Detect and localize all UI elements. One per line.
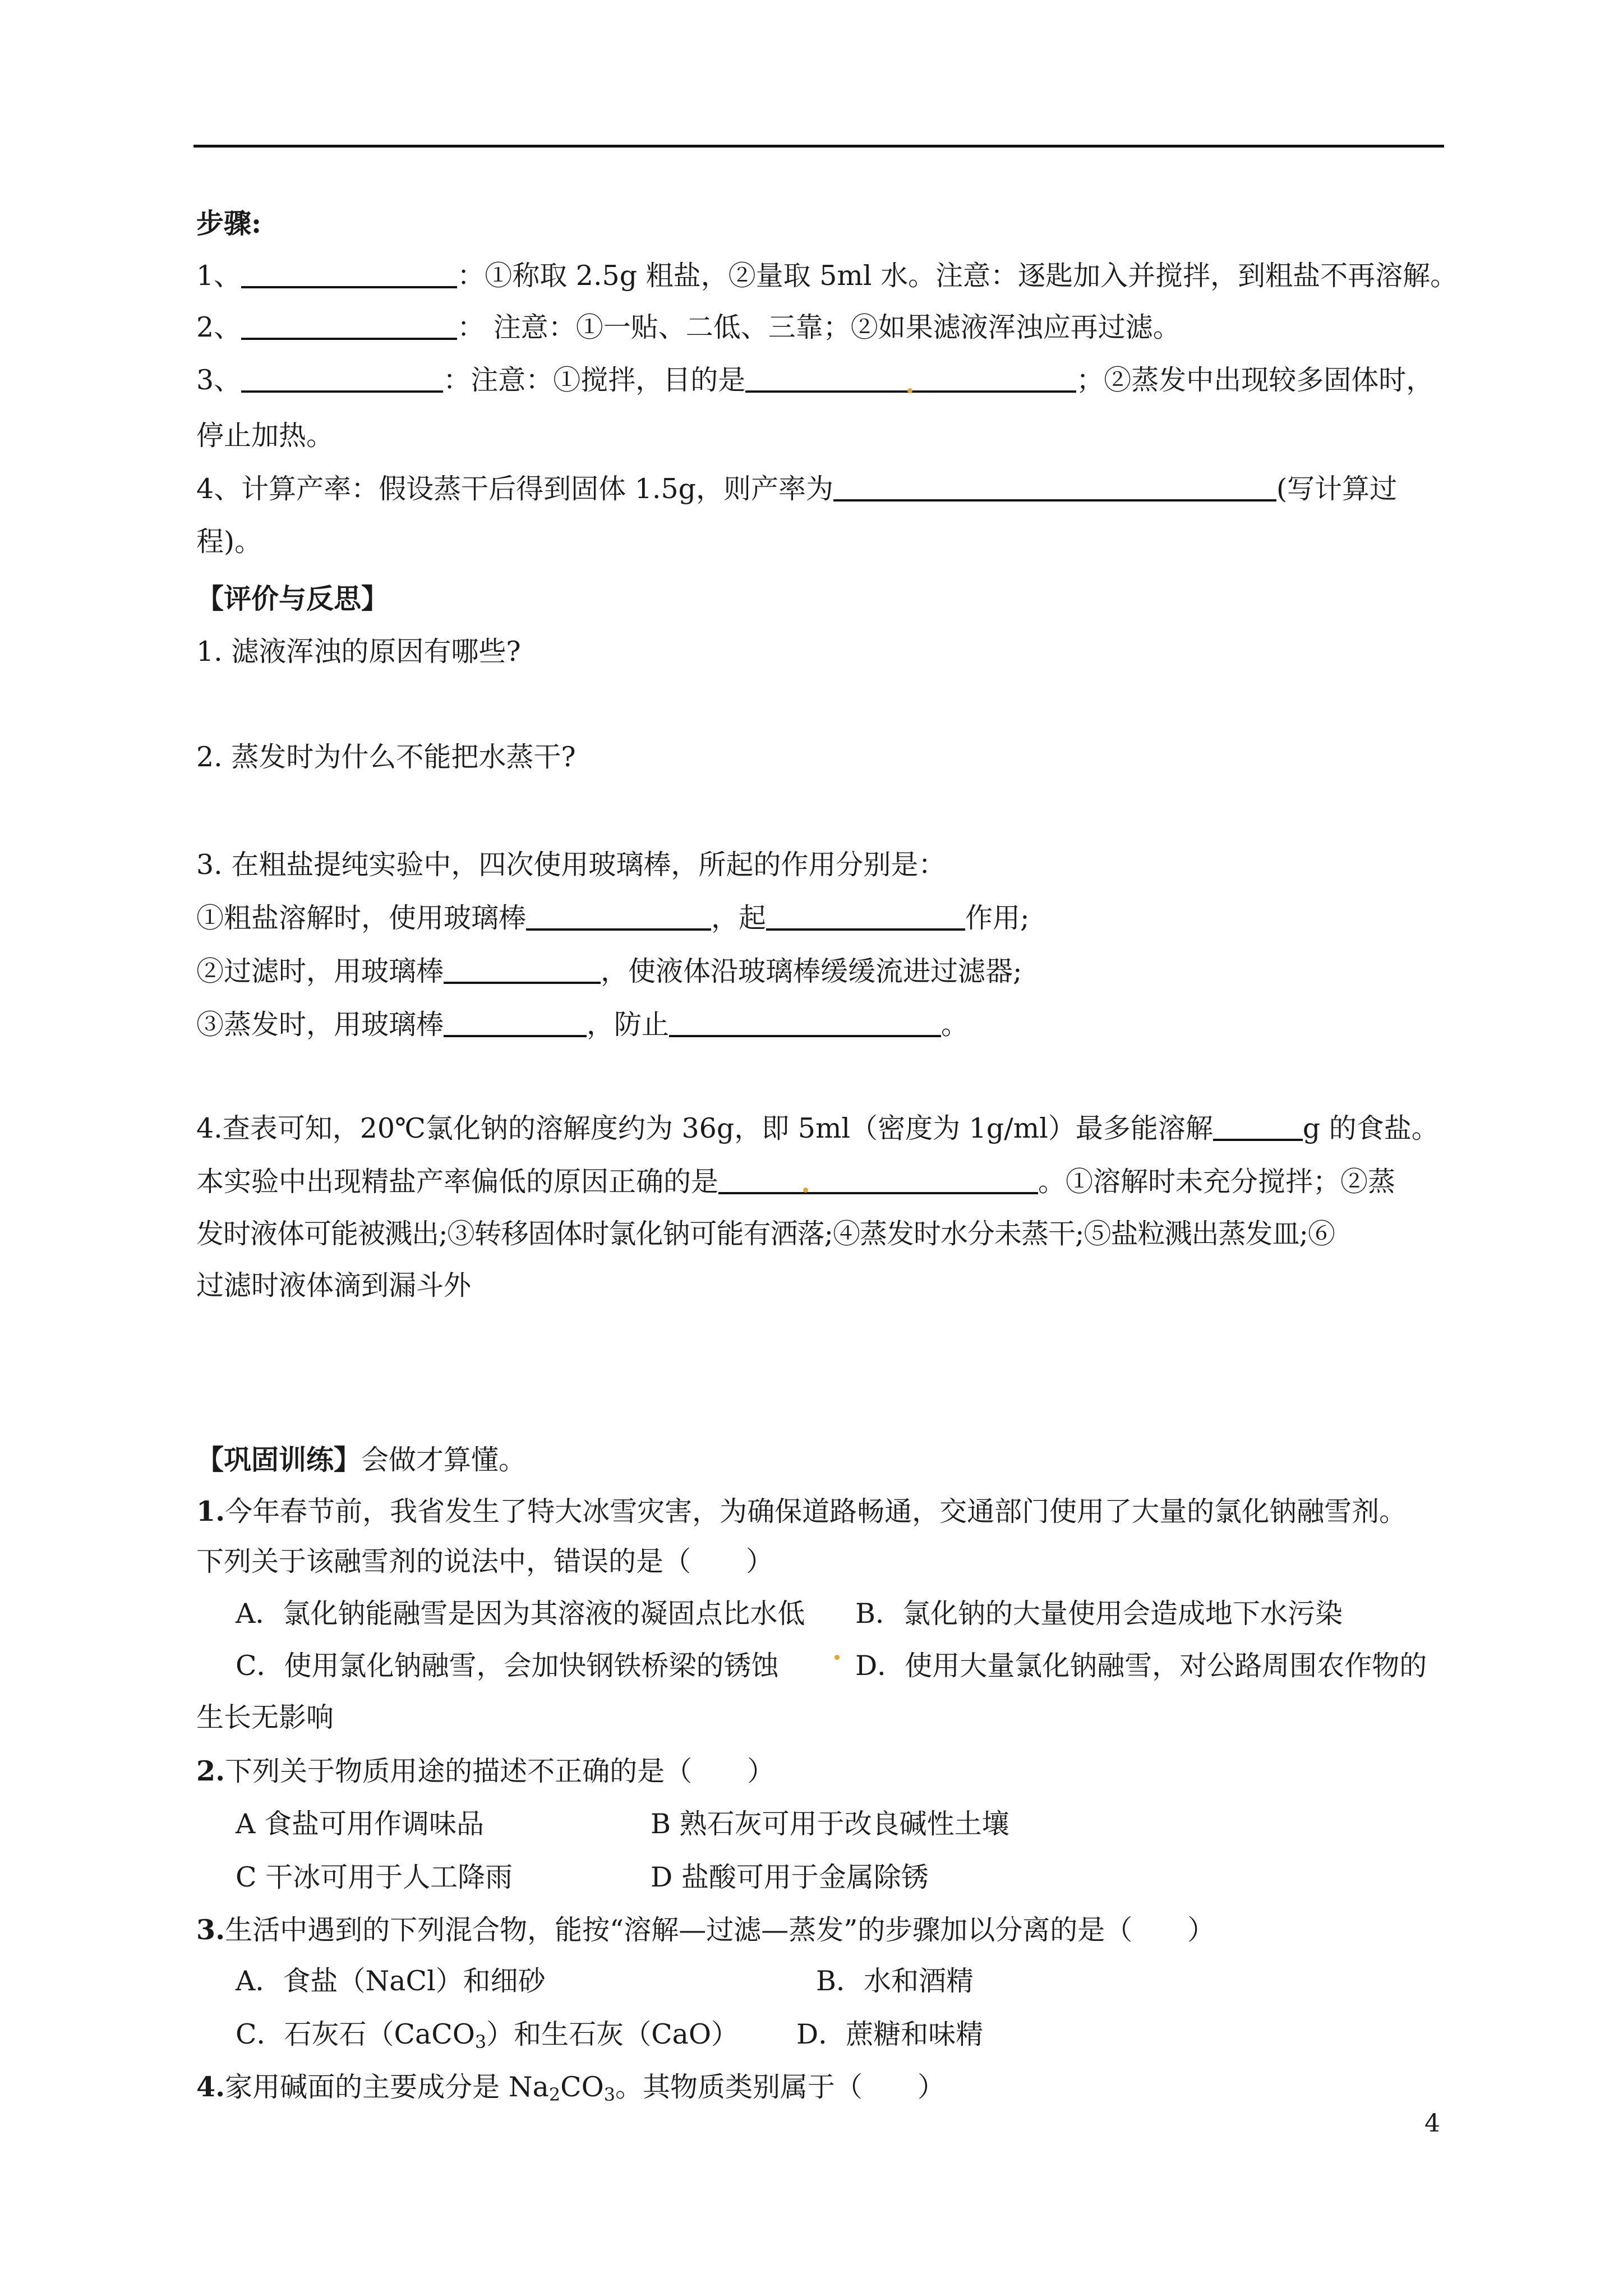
p3-option-c-subscript: 3 bbox=[474, 2031, 487, 2053]
q3b-text-a: ②过滤时，用玻璃棒 bbox=[196, 955, 444, 987]
eval-question-3c bbox=[196, 1007, 969, 1043]
p3-option-d[interactable]: D．蔗糖和味精 bbox=[796, 2018, 984, 2050]
stray-dot bbox=[907, 388, 912, 393]
p1-option-a[interactable]: A．氯化钠能融雪是因为其溶液的凝固点比水低 bbox=[236, 1598, 805, 1630]
p3-number: 3. bbox=[196, 1913, 225, 1946]
q4-blank-1[interactable] bbox=[1213, 1112, 1303, 1141]
q3a-text-a: ①粗盐溶解时，使用玻璃棒 bbox=[196, 902, 527, 934]
practice-question-3 bbox=[196, 1912, 1215, 1948]
p3-text: 生活中遇到的下列混合物，能按“溶解—过滤—蒸发”的步骤加以分离的是（ ） bbox=[225, 1914, 1215, 1946]
p1-text-a: 今年春节前，我省发生了特大冰雪灾害，为确保道路畅通，交通部门使用了大量的氯化钠融雪剂。 bbox=[225, 1496, 1407, 1527]
step-2-number: 2、 bbox=[196, 311, 242, 343]
step-4-text-a: 4、计算产率：假设蒸干后得到固体 1.5g，则产率为 bbox=[196, 473, 834, 505]
p1-option-c[interactable]: C．使用氯化钠融雪，会加快钢铁桥梁的锈蚀 bbox=[236, 1650, 779, 1682]
step-1-text: ：①称取 2.5g 粗盐，②量取 5ml 水。注意：逐匙加入并搅拌，到粗盐不再溶解。 bbox=[457, 260, 1458, 292]
practice-heading-label: 【巩固训练】 bbox=[196, 1443, 362, 1476]
eval-question-3b bbox=[196, 954, 1022, 990]
q3c-blank-1[interactable] bbox=[444, 1008, 587, 1037]
q4-blank-2[interactable] bbox=[718, 1165, 1038, 1194]
eval-question-2: 2. 蒸发时为什么不能把水蒸干? bbox=[196, 741, 576, 773]
eval-question-4-line-4: 过滤时液体滴到漏斗外 bbox=[196, 1269, 472, 1301]
q3c-text-a: ③蒸发时，用玻璃棒 bbox=[196, 1009, 444, 1041]
step-4-text-b: (写计算过 bbox=[1276, 473, 1398, 505]
step-3-text-b: ；②蒸发中出现较多固体时， bbox=[1076, 364, 1434, 396]
steps-heading: 步骤: bbox=[196, 207, 262, 240]
eval-question-4-line-2 bbox=[196, 1164, 1395, 1200]
eval-question-3: 3. 在粗盐提纯实验中，四次使用玻璃棒，所起的作用分别是： bbox=[196, 849, 946, 881]
q3c-blank-2[interactable] bbox=[669, 1008, 941, 1037]
step-2-blank[interactable] bbox=[241, 311, 457, 340]
p2-option-a[interactable]: A 食盐可用作调味品 bbox=[236, 1808, 484, 1840]
q4-text-b: g 的食盐。 bbox=[1302, 1112, 1439, 1144]
eval-question-1: 1. 滤液浑浊的原因有哪些? bbox=[196, 636, 521, 668]
q3b-blank[interactable] bbox=[444, 955, 601, 984]
p4-text-a: 家用碱面的主要成分是 Na bbox=[225, 2071, 549, 2103]
q3a-blank-1[interactable] bbox=[526, 901, 711, 931]
stray-dot bbox=[803, 1188, 808, 1193]
q3a-text-c: 作用; bbox=[965, 902, 1030, 934]
p2-text: 下列关于物质用途的描述不正确的是（ ） bbox=[225, 1755, 775, 1787]
practice-question-2 bbox=[196, 1753, 774, 1789]
step-3-blank-1[interactable] bbox=[241, 364, 443, 393]
step-3 bbox=[196, 362, 1433, 398]
p3-option-c-text-b: ）和生石灰（CaO） bbox=[486, 2018, 739, 2050]
step-4-blank[interactable] bbox=[833, 472, 1276, 501]
p4-text-c: 。其物质类别属于（ ） bbox=[615, 2071, 946, 2103]
p1-option-d[interactable]: D．使用大量氯化钠融雪，对公路周围农作物的 bbox=[855, 1650, 1427, 1682]
p3-option-a[interactable]: A．食盐（NaCl）和细砂 bbox=[236, 1965, 546, 1997]
practice-heading-tail: 会做才算懂。 bbox=[361, 1444, 527, 1476]
step-4-continued: 程)。 bbox=[196, 526, 262, 558]
p4-number: 4. bbox=[196, 2070, 225, 2103]
p4-subscript-1: 2 bbox=[548, 2083, 561, 2105]
practice-question-1 bbox=[196, 1493, 1407, 1530]
eval-question-3a bbox=[196, 900, 1030, 936]
p1-option-d-continued: 生长无影响 bbox=[196, 1701, 334, 1733]
p2-option-d[interactable]: D 盐酸可用于金属除锈 bbox=[651, 1861, 929, 1893]
step-2 bbox=[196, 310, 1181, 346]
p2-option-c[interactable]: C 干冰可用于人工降雨 bbox=[236, 1861, 513, 1893]
q4-text-c: 本实验中出现精盐产率偏低的原因正确的是 bbox=[196, 1166, 719, 1198]
p2-option-b[interactable]: B 熟石灰可用于改良碱性土壤 bbox=[651, 1808, 1009, 1840]
practice-question-1-line-2: 下列关于该融雪剂的说法中，错误的是（ ） bbox=[196, 1545, 774, 1577]
practice-question-4 bbox=[196, 2069, 945, 2105]
step-4 bbox=[196, 471, 1397, 507]
page-number: 4 bbox=[1424, 2109, 1440, 2138]
q3c-text-c: 。 bbox=[941, 1009, 969, 1041]
p1-number: 1. bbox=[196, 1495, 225, 1527]
eval-question-4 bbox=[196, 1111, 1439, 1147]
step-3-continued: 停止加热。 bbox=[196, 420, 334, 452]
p1-option-b[interactable]: B．氯化钠的大量使用会造成地下水污染 bbox=[855, 1598, 1343, 1630]
step-1-blank[interactable] bbox=[241, 259, 457, 288]
evaluation-heading: 【评价与反思】 bbox=[196, 582, 389, 615]
step-1-number: 1、 bbox=[196, 260, 242, 292]
eval-question-4-line-3: 发时液体可能被溅出;③转移固体时氯化钠可能有洒落;④蒸发时水分未蒸干;⑤盐粒溅出蒸发皿;⑥ bbox=[196, 1218, 1335, 1250]
practice-heading bbox=[196, 1442, 526, 1478]
p4-text-b: CO bbox=[560, 2071, 604, 2103]
header-rule bbox=[193, 145, 1444, 148]
p3-option-b[interactable]: B．水和酒精 bbox=[816, 1965, 974, 1997]
step-3-number: 3、 bbox=[196, 364, 242, 396]
p3-option-c-text-a: C．石灰石（CaCO bbox=[236, 2018, 475, 2050]
q3a-blank-2[interactable] bbox=[766, 901, 965, 931]
p3-option-c[interactable] bbox=[236, 2017, 739, 2053]
step-3-text-a: ：注意：①搅拌，目的是 bbox=[443, 364, 746, 396]
step-1 bbox=[196, 258, 1458, 294]
p2-number: 2. bbox=[196, 1755, 225, 1787]
step-2-text: ： 注意：①一贴、二低、三靠；②如果滤液浑浊应再过滤。 bbox=[457, 311, 1181, 343]
q4-text-d: 。①溶解时未充分搅拌；②蒸 bbox=[1038, 1166, 1396, 1198]
q3c-text-b: ，防止 bbox=[587, 1009, 670, 1041]
q3b-text-b: ，使液体沿玻璃棒缓缓流进过滤器; bbox=[601, 955, 1022, 987]
q4-text-a: 4.查表可知，20℃氯化钠的溶解度约为 36g，即 5ml（密度为 1g/ml）最多能溶解 bbox=[196, 1112, 1213, 1144]
p4-subscript-2: 3 bbox=[603, 2083, 616, 2105]
q3a-text-b: ，起 bbox=[711, 902, 767, 934]
stray-dot bbox=[834, 1655, 840, 1660]
